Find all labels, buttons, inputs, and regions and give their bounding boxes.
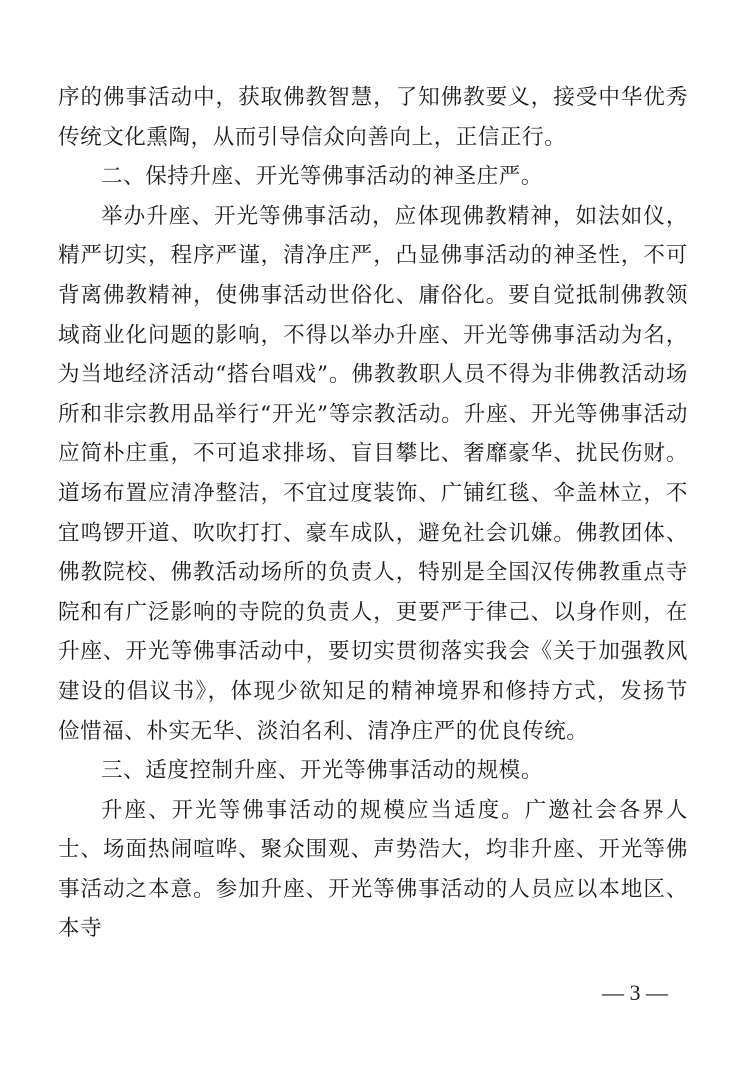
paragraph-section-2-body: 举办升座、开光等佛事活动，应体现佛教精神，如法如仪，精严切实，程序严谨，清净庄严，凸显佛事活动的神圣性，不可背离佛教精神，使佛事活动世俗化、庸俗化。要自觉抵制佛教领域商业化问题的影响，不得以举办升座、开光等佛事活动为名，为当地经济活动“搭台唱戏”。佛教教职人员不得为非佛教活动场所和非宗教用品举行“开光”等宗教活动。升座、开光等佛事活动应简朴庄重，不可追求排场、盲目攀比、奢靡豪华、扰民伤财。道场布置应清净整洁，不宜过度装饰、广铺红毯、伞盖林立，不宜鸣锣开道、吹吹打打、豪车成队，避免社会讥嫌。佛教团体、佛教院校、佛教活动场所的负责人，特别是全国汉传佛教重点寺院和有广泛影响的寺院的负责人，更要严于律己、以身作则，在升座、开光等佛事活动中，要切实贯彻落实我会《关于加强教风建设的倡议书》，体现少欲知足的精神境界和修持方式，发扬节俭惜福、朴实无华、淡泊名利、清净庄严的优良传统。 <box>58 203 688 744</box>
paragraph-section-3-body: 升座、开光等佛事活动的规模应当适度。广邀社会各界人士、场面热闹喧哗、聚众围观、声势浩大，均非升座、开光等佛事活动之本意。参加升座、开光等佛事活动的人员应以本地区、本寺 <box>58 797 688 942</box>
section-heading-2: 二、保持升座、开光等佛事活动的神圣庄严。 <box>101 164 544 190</box>
page-number: — 3 — <box>602 980 668 1005</box>
paragraph-continuation: 序的佛事活动中，获取佛教智慧，了知佛教要义，接受中华优秀传统文化熏陶，从而引导信众向善向上，正信正行。 <box>58 85 688 150</box>
section-heading-3: 三、适度控制升座、开光等佛事活动的规模。 <box>101 758 544 784</box>
body-text <box>58 78 688 949</box>
